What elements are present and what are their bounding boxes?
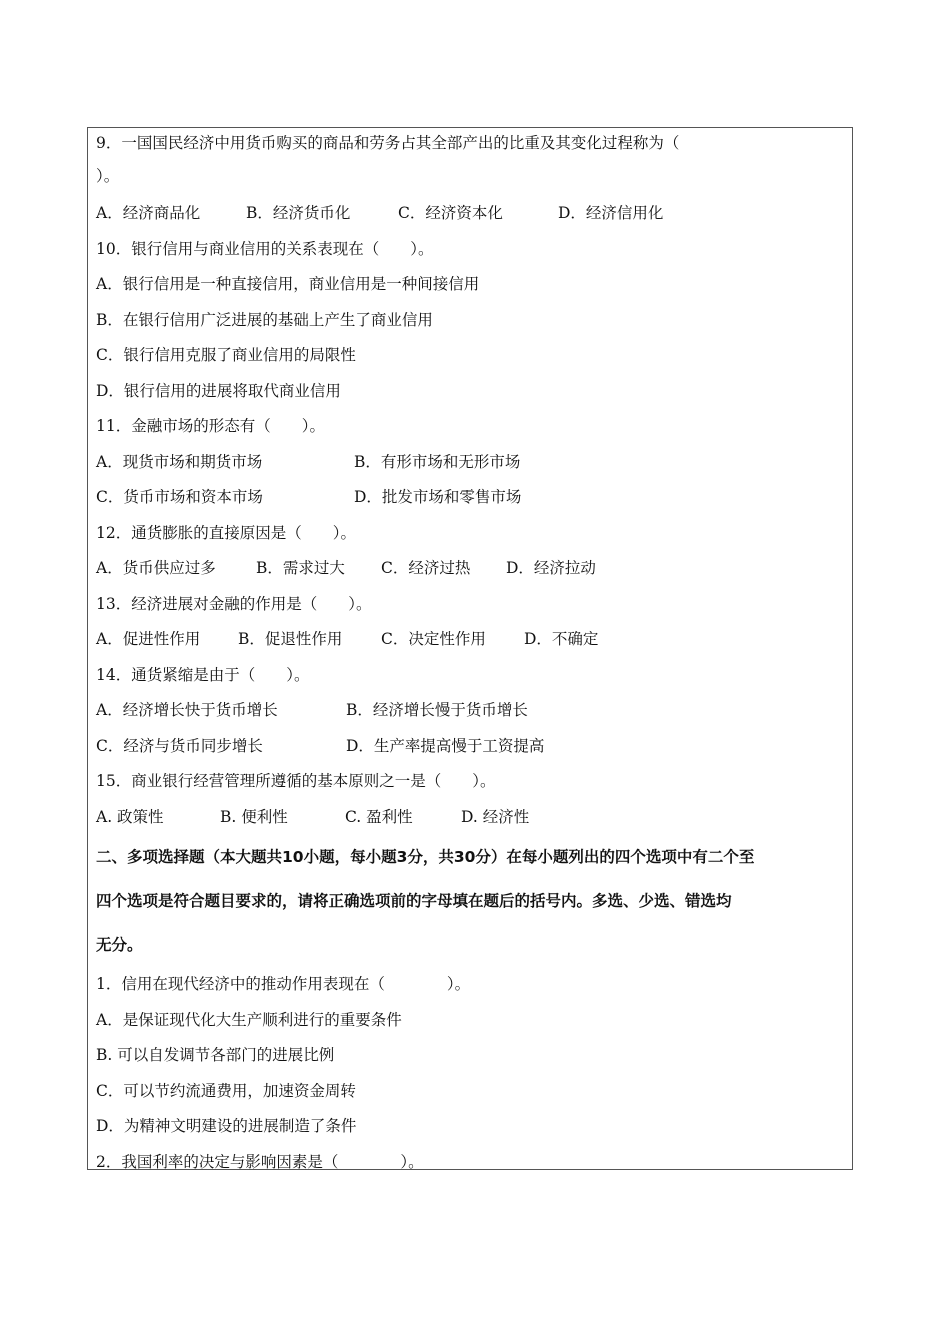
q11-options-row2 — [96, 480, 846, 516]
q14-options-row1 — [96, 693, 846, 729]
q15-option-d: D. 经济性 — [461, 807, 530, 826]
q14-option-a: A．经济增长快于货币增长 — [96, 701, 278, 719]
section2-heading-line1: 二、多项选择题（本大题共10小题，每小题3分，共30分）在每小题列出的四个选项中有二个至 — [96, 848, 755, 866]
q10-option-a: A．银行信用是一种直接信用，商业信用是一种间接信用 — [96, 275, 480, 293]
q15-options — [96, 800, 846, 836]
section2-heading-line3: 无分。 — [96, 936, 143, 954]
q14-option-b: B．经济增长慢于货币增长 — [346, 701, 528, 719]
m1-stem: 1．信用在现代经济中的推动作用表现在（ ）。 — [96, 975, 471, 993]
section2-heading-line2: 四个选项是符合题目要求的，请将正确选项前的字母填在题后的括号内。多选、少选、错选均 — [96, 892, 732, 910]
q12-option-d: D．经济拉动 — [506, 559, 596, 577]
q9-stem: 9．一国国民经济中用货币购买的商品和劳务占其全部产出的比重及其变化过程称为（ — [96, 134, 680, 152]
q9-option-d: D．经济信用化 — [558, 204, 664, 222]
q14-stem: 14．通货紧缩是由于（ ）。 — [96, 665, 310, 684]
q15-stem: 15．商业银行经营管理所遵循的基本原则之一是（ ）。 — [96, 772, 496, 790]
q11-option-d: D．批发市场和零售市场 — [354, 488, 522, 506]
q9-stem-continued: ）。 — [96, 167, 120, 185]
q11-stem: 11．金融市场的形态有（ ）。 — [96, 417, 325, 435]
q14-option-c: C．经济与货币同步增长 — [96, 736, 263, 755]
q11-options-row1 — [96, 445, 846, 481]
m2-stem: 2．我国利率的决定与影响因素是（ ）。 — [96, 1152, 424, 1171]
q13-stem: 13．经济进展对金融的作用是（ ）。 — [96, 594, 372, 613]
q11-option-b: B．有形市场和无形市场 — [354, 452, 521, 471]
q10-option-b: B．在银行信用广泛进展的基础上产生了商业信用 — [96, 310, 433, 329]
q13-option-d: D．不确定 — [524, 630, 599, 648]
q9-option-c: C．经济资本化 — [398, 204, 503, 222]
q15-option-a: A. 政策性 — [96, 807, 164, 826]
m1-option-c: C．可以节约流通费用，加速资金周转 — [96, 1081, 356, 1100]
q13-option-a: A．促进性作用 — [96, 630, 201, 648]
q9-option-a: A．经济商品化 — [96, 204, 201, 222]
q9-options — [96, 196, 846, 232]
q14-options-row2 — [96, 729, 846, 765]
m1-option-b: B. 可以自发调节各部门的进展比例 — [96, 1046, 335, 1064]
m1-option-d: D．为精神文明建设的进展制造了条件 — [96, 1117, 357, 1135]
m1-option-a: A．是保证现代化大生产顺利进行的重要条件 — [96, 1010, 402, 1029]
q12-option-c: C．经济过热 — [381, 559, 471, 577]
q12-option-b: B．需求过大 — [256, 559, 345, 577]
q10-option-c: C．银行信用克服了商业信用的局限性 — [96, 346, 356, 364]
q12-options — [96, 551, 846, 587]
exam-content — [96, 130, 846, 1180]
q14-option-d: D．生产率提高慢于工资提高 — [346, 736, 545, 755]
q12-option-a: A．货币供应过多 — [96, 559, 216, 577]
q13-options — [96, 622, 846, 658]
q9-option-b: B．经济货币化 — [246, 204, 351, 222]
q11-option-a: A．现货市场和期货市场 — [96, 452, 263, 471]
q13-option-c: C．决定性作用 — [381, 630, 486, 648]
q10-stem: 10．银行信用与商业信用的关系表现在（ ）。 — [96, 239, 434, 258]
q15-option-c: C. 盈利性 — [345, 807, 413, 826]
q12-stem: 12．通货膨胀的直接原因是（ ）。 — [96, 523, 356, 542]
q13-option-b: B．促退性作用 — [238, 630, 343, 648]
q15-option-b: B. 便利性 — [220, 807, 288, 826]
q11-option-c: C．货币市场和资本市场 — [96, 488, 263, 506]
q10-option-d: D．银行信用的进展将取代商业信用 — [96, 381, 341, 400]
